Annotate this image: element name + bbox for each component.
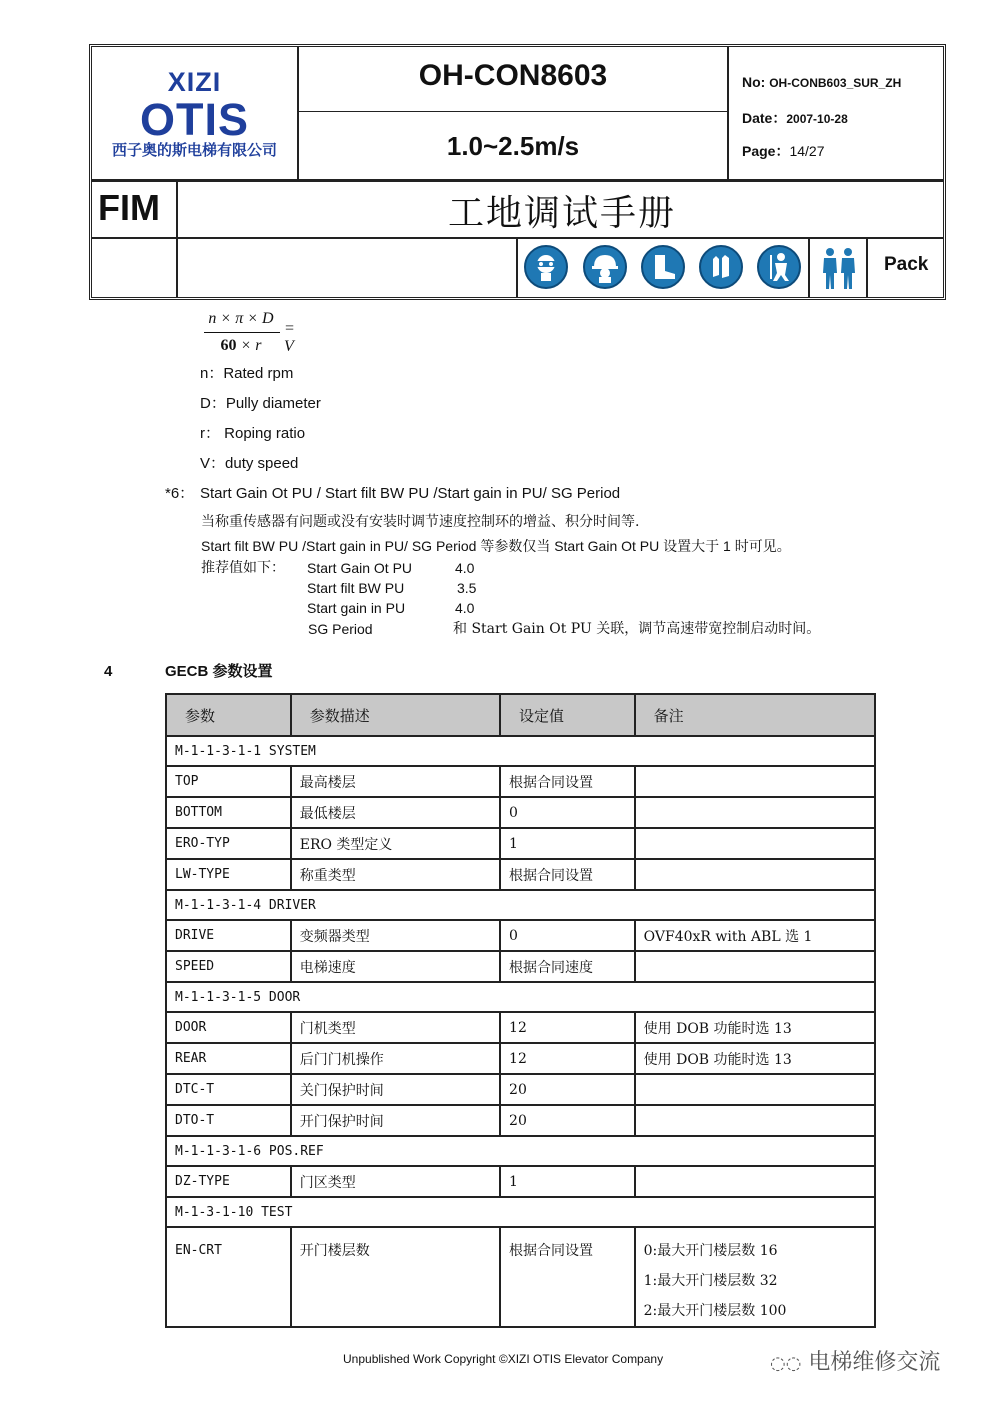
table-row	[166, 1227, 875, 1327]
definition-n: n：Rated rpm	[200, 365, 294, 382]
cell-note: OVF40xR with ABL 选 1	[635, 920, 875, 951]
cell-param: TOP	[166, 766, 291, 797]
doc-page: Page：14/27	[742, 143, 825, 159]
note6-marker: *6：	[165, 485, 195, 502]
group-row	[166, 1136, 875, 1166]
cell-note	[635, 797, 875, 828]
cell-value: 12	[500, 1043, 635, 1074]
table-row	[166, 951, 875, 982]
table-row	[166, 920, 875, 951]
group-row	[166, 1197, 875, 1227]
rec-value-3: 4.0	[455, 600, 475, 616]
group-title: M-1-1-3-1-1 SYSTEM	[166, 736, 875, 766]
cell-note	[635, 951, 875, 982]
rec-name-1: Start Gain Ot PU	[307, 560, 413, 576]
group-title: M-1-3-1-10 TEST	[166, 1197, 875, 1227]
definition-d: D：Pully diameter	[200, 395, 321, 412]
cell-param: EN-CRT	[166, 1227, 291, 1327]
doc-date: Date：2007-10-28	[742, 110, 848, 126]
section-title: GECB 参数设置	[165, 663, 273, 680]
recommend-label: 推荐值如下：	[201, 560, 285, 576]
document-header	[89, 44, 946, 300]
note-line: 0:最大开门楼层数 16	[643, 1243, 778, 1259]
group-title: M-1-1-3-1-5 DOOR	[166, 982, 875, 1012]
section-number: 4	[104, 663, 113, 680]
cell-param: SPEED	[166, 951, 291, 982]
rec-name-4: SG Period	[308, 621, 373, 637]
cell-value: 1	[500, 1166, 635, 1197]
rec-value-2: 3.5	[457, 580, 477, 596]
cell-value: 根据合同设置	[500, 1227, 635, 1327]
group-title: M-1-1-3-1-6 POS.REF	[166, 1136, 875, 1166]
cell-note: 使用 DOB 功能时选 13	[635, 1043, 875, 1074]
cell-value: 根据合同设置	[500, 766, 635, 797]
cell-desc: 称重类型	[291, 859, 500, 890]
cell-note	[635, 859, 875, 890]
gecb-parameter-table	[165, 693, 876, 1328]
cell-value: 0	[500, 797, 635, 828]
goggles-icon	[524, 245, 568, 289]
watermark-text: 电梯维修交流	[808, 1350, 941, 1375]
cell-desc: 变频器类型	[291, 920, 500, 951]
document-code: OH-CON8603	[418, 59, 608, 92]
cell-param: ERO-TYP	[166, 828, 291, 859]
cell-value: 1	[500, 828, 635, 859]
cell-value: 根据合同设置	[500, 859, 635, 890]
note6-line1: 当称重传感器有问题或没有安装时调节速度控制环的增益、积分时间等.	[201, 514, 640, 530]
cell-param: DTC-T	[166, 1074, 291, 1105]
cell-param: DTO-T	[166, 1105, 291, 1136]
formula-result: = V	[284, 320, 295, 355]
formula-numerator: n × π × D	[208, 310, 274, 327]
cell-param: DZ-TYPE	[166, 1166, 291, 1197]
cell-value: 20	[500, 1074, 635, 1105]
rec-value-1: 4.0	[455, 560, 475, 576]
cell-desc: 后门门机操作	[291, 1043, 500, 1074]
cell-param: DRIVE	[166, 920, 291, 951]
cell-note: 使用 DOB 功能时选 13	[635, 1012, 875, 1043]
rec-name-3: Start gain in PU	[307, 600, 406, 616]
cell-note	[635, 1105, 875, 1136]
header-note: 备注	[635, 694, 875, 736]
fim-label: FIM	[98, 187, 160, 228]
fraction-bar	[204, 332, 280, 333]
group-row	[166, 890, 875, 920]
table-row	[166, 1105, 875, 1136]
cell-value: 20	[500, 1105, 635, 1136]
logo-otis: OTIS	[139, 94, 249, 145]
cell-note	[635, 1166, 875, 1197]
harness-icon	[757, 245, 801, 289]
rec-name-2: Start filt BW PU	[307, 580, 405, 596]
cell-desc: 开门保护时间	[291, 1105, 500, 1136]
note-line: 1:最大开门楼层数 32	[643, 1273, 778, 1289]
manual-title: 工地调试手册	[447, 193, 676, 234]
cell-desc: ERO 类型定义	[291, 828, 500, 859]
cell-desc: 关门保护时间	[291, 1074, 500, 1105]
header-param: 参数	[166, 694, 291, 736]
table-row	[166, 766, 875, 797]
watermark	[770, 1345, 940, 1376]
cell-note	[635, 1074, 875, 1105]
table-row	[166, 1166, 875, 1197]
cell-param: REAR	[166, 1043, 291, 1074]
cell-value: 0	[500, 920, 635, 951]
header-desc: 参数描述	[291, 694, 500, 736]
logo-xizi: XIZI	[167, 67, 222, 97]
wechat-icon: ◌◌	[770, 1353, 802, 1374]
table-row	[166, 1043, 875, 1074]
gloves-icon	[699, 245, 743, 289]
copyright-footer: Unpublished Work Copyright ©XIZI OTIS Elevator Company	[343, 1352, 664, 1366]
cell-value: 12	[500, 1012, 635, 1043]
table-header-row	[166, 694, 875, 736]
helmet-icon	[583, 245, 627, 289]
cell-value: 根据合同速度	[500, 951, 635, 982]
rec-value-4: 和 Start Gain Ot PU 关联，调节高速带宽控制启动时间。	[453, 621, 821, 637]
note-line: 2:最大开门楼层数 100	[643, 1303, 787, 1319]
definition-v: V：duty speed	[200, 455, 299, 472]
cell-desc: 电梯速度	[291, 951, 500, 982]
cell-note	[635, 828, 875, 859]
cell-desc: 开门楼层数	[291, 1227, 500, 1327]
company-logo	[92, 47, 297, 180]
note6-title: Start Gain Ot PU / Start filt BW PU /Start gain in PU/ SG Period	[200, 485, 621, 502]
table-row	[166, 859, 875, 890]
table-row	[166, 1074, 875, 1105]
logo-company-name: 西子奥的斯电梯有限公司	[111, 142, 277, 159]
header-value: 设定值	[500, 694, 635, 736]
table-row	[166, 797, 875, 828]
safety-boot-icon	[641, 245, 685, 289]
cell-note	[635, 1227, 875, 1327]
cell-desc: 门机类型	[291, 1012, 500, 1043]
group-title: M-1-1-3-1-4 DRIVER	[166, 890, 875, 920]
cell-param: BOTTOM	[166, 797, 291, 828]
cell-param: DOOR	[166, 1012, 291, 1043]
two-persons-icon	[816, 245, 862, 291]
cell-desc: 最低楼层	[291, 797, 500, 828]
cell-note	[635, 766, 875, 797]
group-row	[166, 982, 875, 1012]
speed-range: 1.0~2.5m/s	[446, 131, 580, 161]
formula-denominator: 60 × r	[220, 337, 262, 354]
cell-desc: 门区类型	[291, 1166, 500, 1197]
table-row	[166, 1012, 875, 1043]
group-row	[166, 736, 875, 766]
pack-label: Pack	[884, 254, 929, 275]
cell-param: LW-TYPE	[166, 859, 291, 890]
definition-r: r： Roping ratio	[200, 425, 306, 442]
note6-line2: Start filt BW PU /Start gain in PU/ SG Period 等参数仅当 Start Gain Ot PU 设置大于 1 时可见。	[201, 538, 791, 554]
table-row	[166, 828, 875, 859]
doc-number: No: OH-CONB603_SUR_ZH	[742, 74, 902, 90]
cell-desc: 最高楼层	[291, 766, 500, 797]
